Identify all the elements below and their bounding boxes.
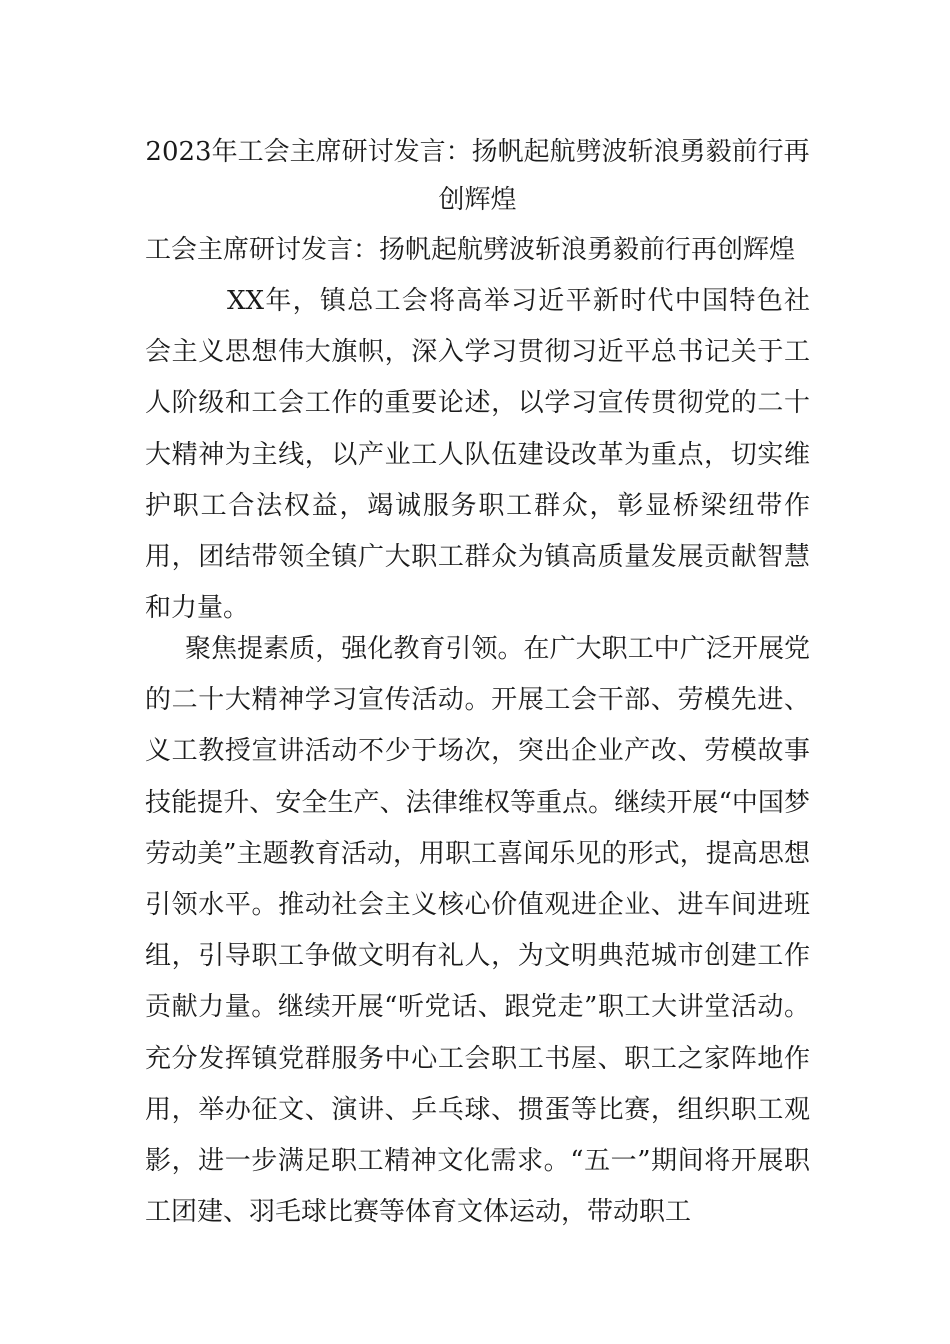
document-title: 2023年工会主席研讨发言：扬帆起航劈波斩浪勇毅前行再创辉煌	[145, 137, 810, 215]
document-subtitle: 工会主席研讨发言：扬帆起航劈波斩浪勇毅前行再创辉煌	[145, 235, 796, 265]
paragraph-education: 聚焦提素质，强化教育引领。在广大职工中广泛开展党的二十大精神学习宣传活动。开展工会干部、劳模先进、义工教授宣讲活动不少于场次，突出企业产改、劳模故事技能提升、安全生产、法律维权等重点。继续开展“中国梦劳动美”主题教育活动，用职工喜闻乐见的形式，提高思想引领水平。推动社会主义核心价值观进企业、进车间进班组，引导职工争做文明有礼人，为文明典范城市创建工作贡献力量。继续开展“听党话、跟党走”职工大讲堂活动。充分发挥镇党群服务中心工会职工书屋、职工之家阵地作用，举办征文、演讲、乒乓球、掼蛋等比赛，组织职工观影，进一步满足职工精神文化需求。“五一”期间将开展职工团建、羽毛球比赛等体育文体运动，带动职工	[145, 634, 810, 1228]
paragraph-intro: XX年，镇总工会将高举习近平新时代中国特色社会主义思想伟大旗帜，深入学习贯彻习近平总书记关于工人阶级和工会工作的重要论述，以学习宣传贯彻党的二十大精神为主线，以产业工人队伍建设改革为重点，切实维护职工合法权益，竭诚服务职工群众，彰显桥梁纽带作用，团结带领全镇广大职工群众为镇高质量发展贡献智慧和力量。	[145, 286, 810, 624]
